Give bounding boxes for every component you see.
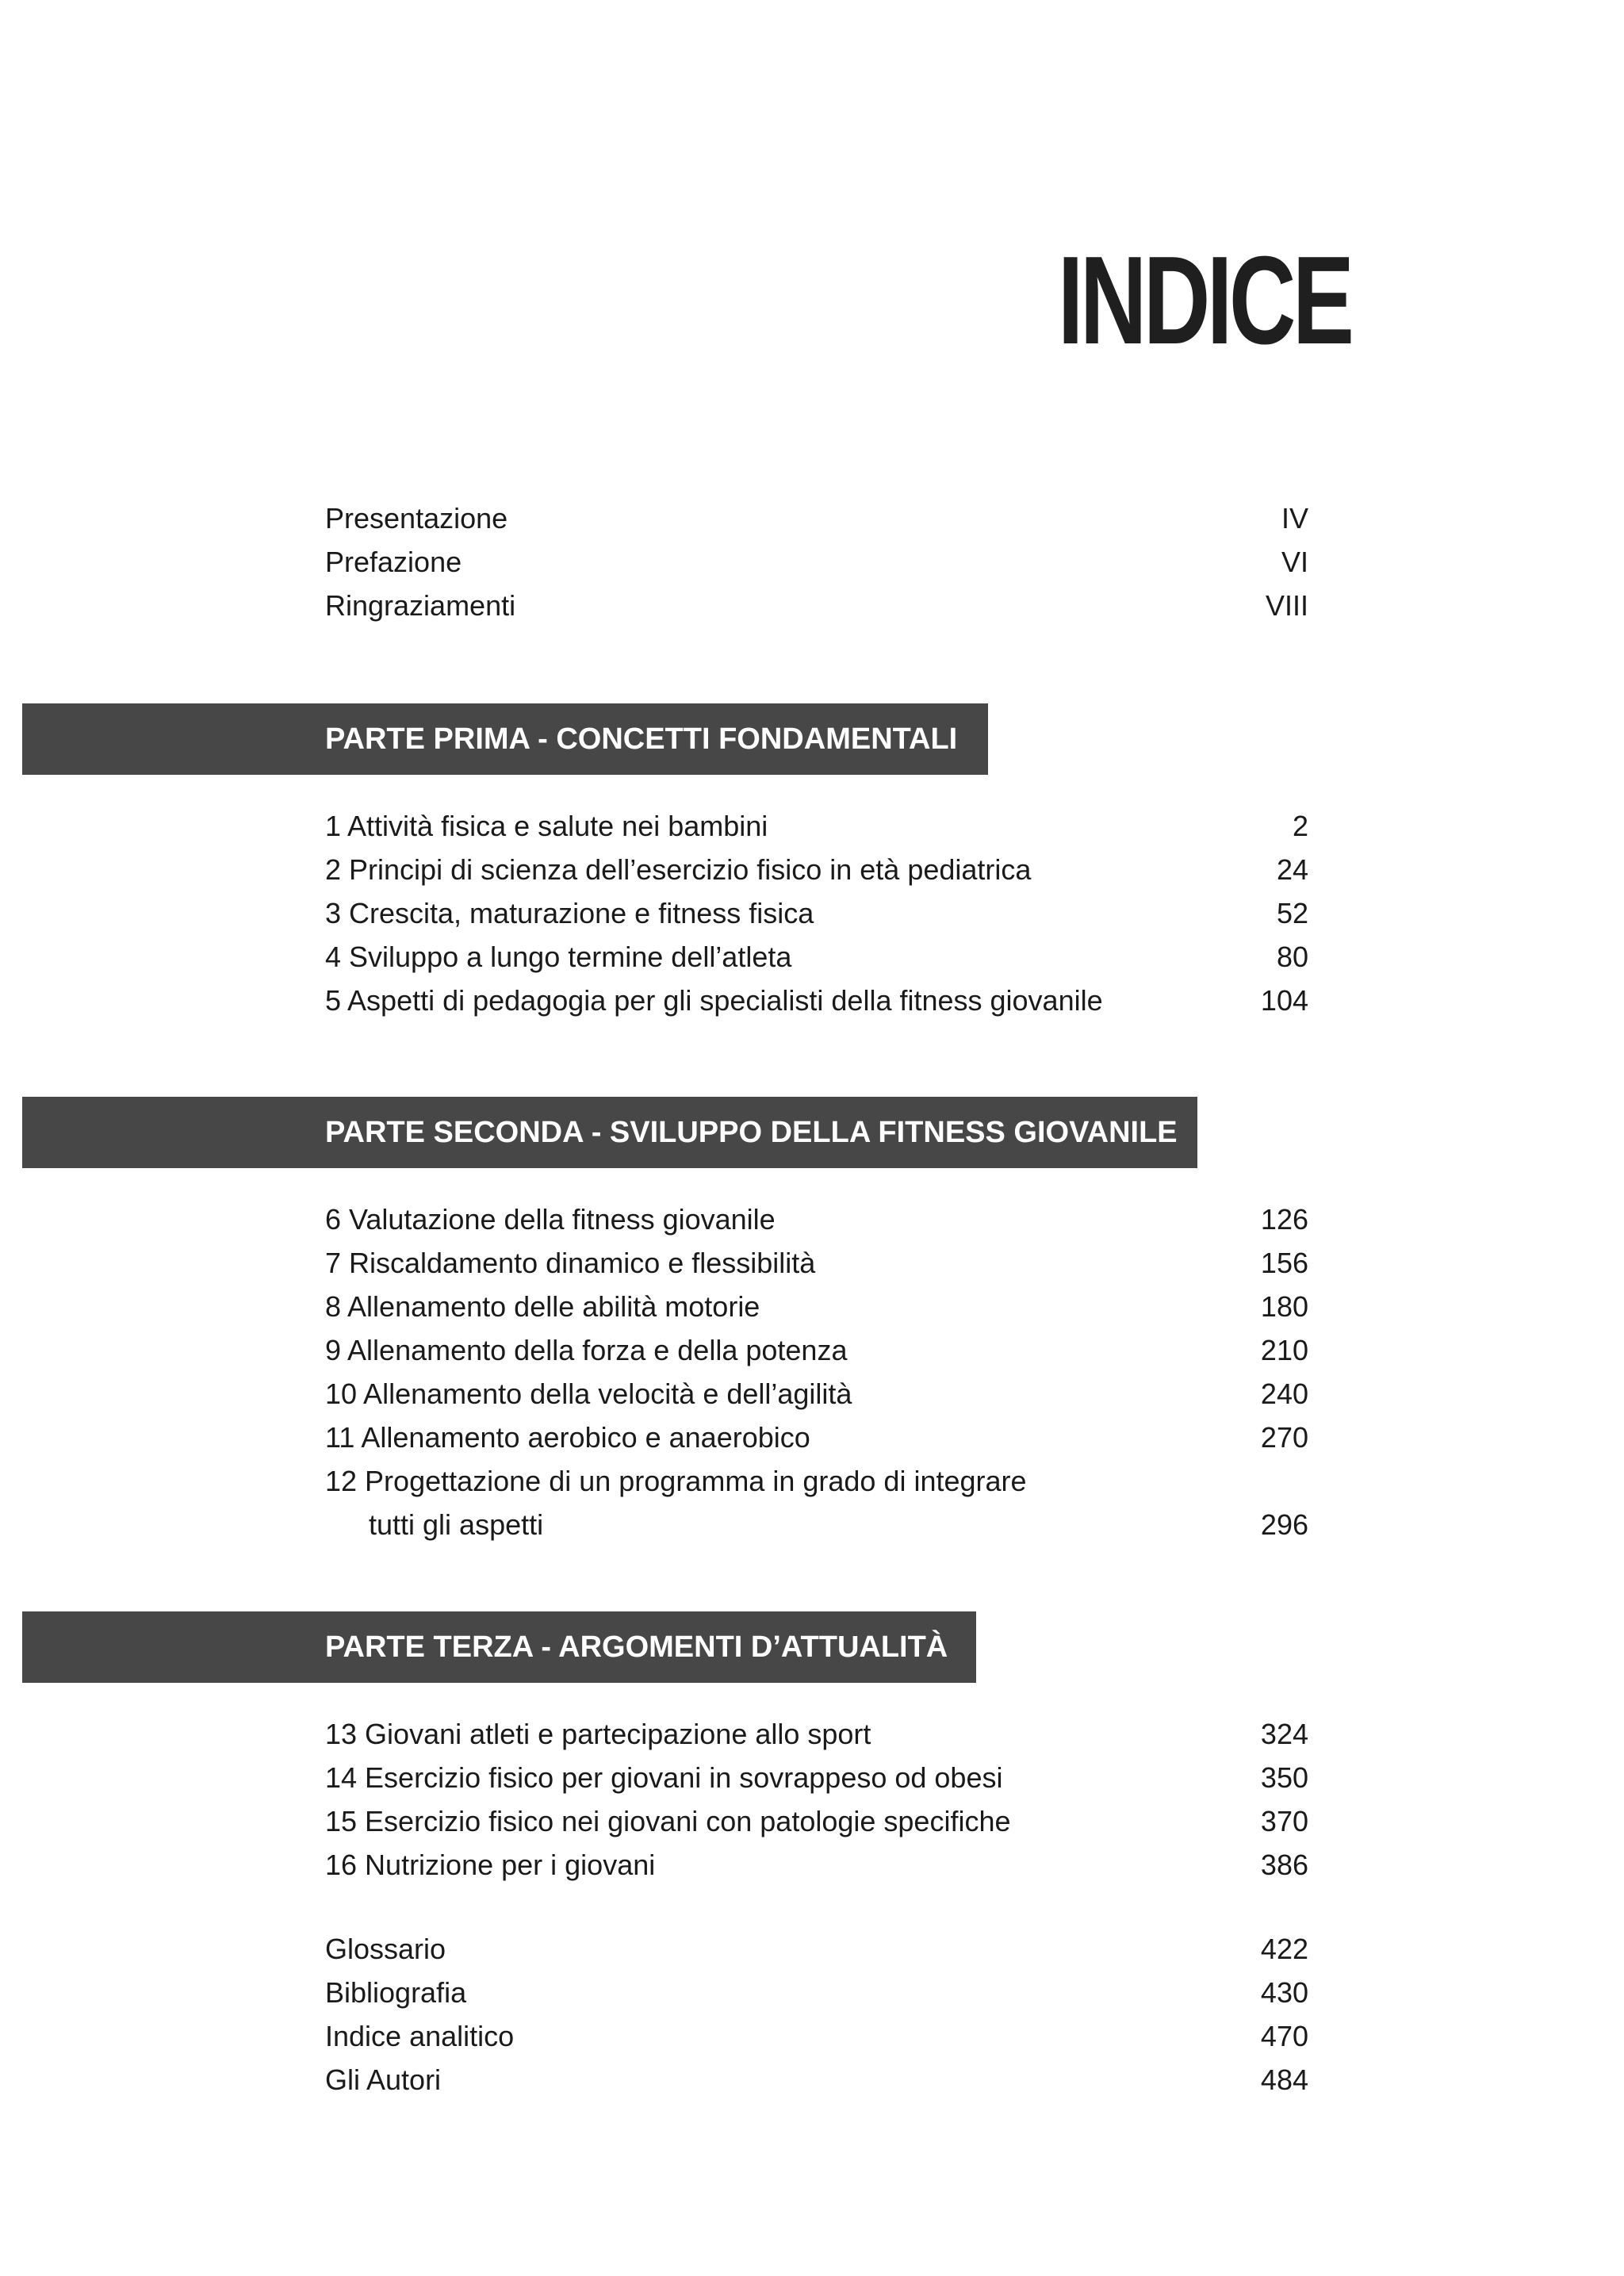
toc-entry-ringraziamenti[interactable] — [325, 584, 1308, 627]
toc-entry-page: 386 — [1260, 1849, 1308, 1881]
toc-entry-label: 12 Progettazione di un programma in grado di integrare — [325, 1465, 1027, 1497]
toc-entry-chapter-12[interactable] — [325, 1459, 1308, 1503]
toc-entry-page: 350 — [1260, 1761, 1308, 1794]
toc-entry-label: 10 Allenamento della velocità e dell’agilità — [325, 1377, 852, 1410]
toc-entry-page: 126 — [1260, 1203, 1308, 1236]
page-title: INDICE — [1057, 231, 1350, 370]
toc-entry-page: 270 — [1260, 1421, 1308, 1454]
part-seconda-list — [325, 1197, 1308, 1546]
toc-entry-label: 2 Principi di scienza dell’esercizio fisico in età pediatrica — [325, 853, 1032, 886]
toc-entry-page: 240 — [1260, 1377, 1308, 1410]
toc-entry-label: 6 Valutazione della fitness giovanile — [325, 1203, 776, 1236]
part-heading-terza: PARTE TERZA - ARGOMENTI D’ATTUALITÀ — [22, 1611, 976, 1683]
part-terza-list — [325, 1712, 1308, 1887]
toc-entry-chapter-1[interactable] — [325, 804, 1308, 848]
toc-entry-page: 180 — [1260, 1290, 1308, 1323]
toc-entry-label: 8 Allenamento delle abilità motorie — [325, 1290, 760, 1323]
toc-entry-label: Gli Autori — [325, 2063, 442, 2096]
part-heading-prima: PARTE PRIMA - CONCETTI FONDAMENTALI — [22, 703, 988, 775]
toc-entry-page: 484 — [1260, 2063, 1308, 2096]
toc-entry-label: 14 Esercizio fisico per giovani in sovrappeso od obesi — [325, 1761, 1003, 1794]
toc-entry-prefazione[interactable] — [325, 540, 1308, 584]
toc-entry-page: 156 — [1260, 1247, 1308, 1279]
toc-entry-label: 11 Allenamento aerobico e anaerobico — [325, 1421, 810, 1454]
toc-entry-page: 80 — [1276, 941, 1308, 973]
toc-entry-chapter-15[interactable] — [325, 1799, 1308, 1843]
toc-entry-label: Presentazione — [325, 502, 508, 535]
toc-entry-chapter-11[interactable] — [325, 1416, 1308, 1459]
toc-entry-page: 104 — [1260, 984, 1308, 1017]
toc-entry-label: Glossario — [325, 1933, 446, 1965]
toc-entry-label: 3 Crescita, maturazione e fitness fisica — [325, 897, 814, 929]
toc-entry-page: VIII — [1265, 589, 1308, 622]
toc-entry-chapter-8[interactable] — [325, 1285, 1308, 1328]
front-matter-list — [325, 496, 1308, 627]
back-matter-list — [325, 1927, 1308, 2102]
toc-entry-page: 24 — [1276, 853, 1308, 886]
toc-entry-label: 16 Nutrizione per i giovani — [325, 1849, 656, 1881]
toc-entry-chapter-12-continued[interactable] — [325, 1503, 1308, 1546]
toc-entry-bibliografia[interactable] — [325, 1971, 1308, 2014]
toc-entry-page: 210 — [1260, 1334, 1308, 1366]
toc-entry-chapter-13[interactable] — [325, 1712, 1308, 1756]
toc-entry-chapter-16[interactable] — [325, 1843, 1308, 1887]
toc-entry-label: 5 Aspetti di pedagogia per gli specialisti della fitness giovanile — [325, 984, 1103, 1017]
toc-entry-page: VI — [1281, 546, 1308, 578]
toc-entry-chapter-2[interactable] — [325, 848, 1308, 891]
toc-entry-label: Bibliografia — [325, 1976, 467, 2009]
toc-entry-label: 15 Esercizio fisico nei giovani con patologie specifiche — [325, 1805, 1011, 1837]
toc-entry-page: 370 — [1260, 1805, 1308, 1837]
toc-entry-chapter-5[interactable] — [325, 979, 1308, 1022]
toc-entry-glossario[interactable] — [325, 1927, 1308, 1971]
toc-entry-label: Prefazione — [325, 546, 462, 578]
toc-entry-page: 296 — [1260, 1508, 1308, 1541]
toc-entry-label: 1 Attività fisica e salute nei bambini — [325, 810, 768, 842]
toc-entry-label: Indice analitico — [325, 2020, 515, 2052]
toc-entry-chapter-3[interactable] — [325, 891, 1308, 935]
toc-entry-indice-analitico[interactable] — [325, 2014, 1308, 2058]
toc-entry-gli-autori[interactable] — [325, 2058, 1308, 2102]
toc-entry-page: 324 — [1260, 1718, 1308, 1750]
part-heading-seconda: PARTE SECONDA - SVILUPPO DELLA FITNESS GIOVANILE — [22, 1097, 1197, 1168]
part-prima-list — [325, 804, 1308, 1022]
toc-entry-chapter-9[interactable] — [325, 1328, 1308, 1372]
toc-entry-page: 430 — [1260, 1976, 1308, 2009]
toc-entry-page: 422 — [1260, 1933, 1308, 1965]
toc-entry-label: Ringraziamenti — [325, 589, 516, 622]
toc-entry-page: 470 — [1260, 2020, 1308, 2052]
toc-entry-page: IV — [1281, 502, 1308, 535]
toc-entry-chapter-14[interactable] — [325, 1756, 1308, 1799]
toc-entry-page: 2 — [1292, 810, 1308, 842]
toc-entry-chapter-7[interactable] — [325, 1241, 1308, 1285]
toc-entry-label-continued: tutti gli aspetti — [369, 1508, 544, 1541]
toc-entry-page: 52 — [1276, 897, 1308, 929]
toc-entry-label: 7 Riscaldamento dinamico e flessibilità — [325, 1247, 816, 1279]
toc-entry-chapter-6[interactable] — [325, 1197, 1308, 1241]
toc-entry-presentazione[interactable] — [325, 496, 1308, 540]
toc-entry-label: 9 Allenamento della forza e della potenza — [325, 1334, 848, 1366]
toc-entry-chapter-4[interactable] — [325, 935, 1308, 979]
toc-entry-label: 4 Sviluppo a lungo termine dell’atleta — [325, 941, 792, 973]
toc-entry-chapter-10[interactable] — [325, 1372, 1308, 1416]
toc-entry-label: 13 Giovani atleti e partecipazione allo sport — [325, 1718, 871, 1750]
